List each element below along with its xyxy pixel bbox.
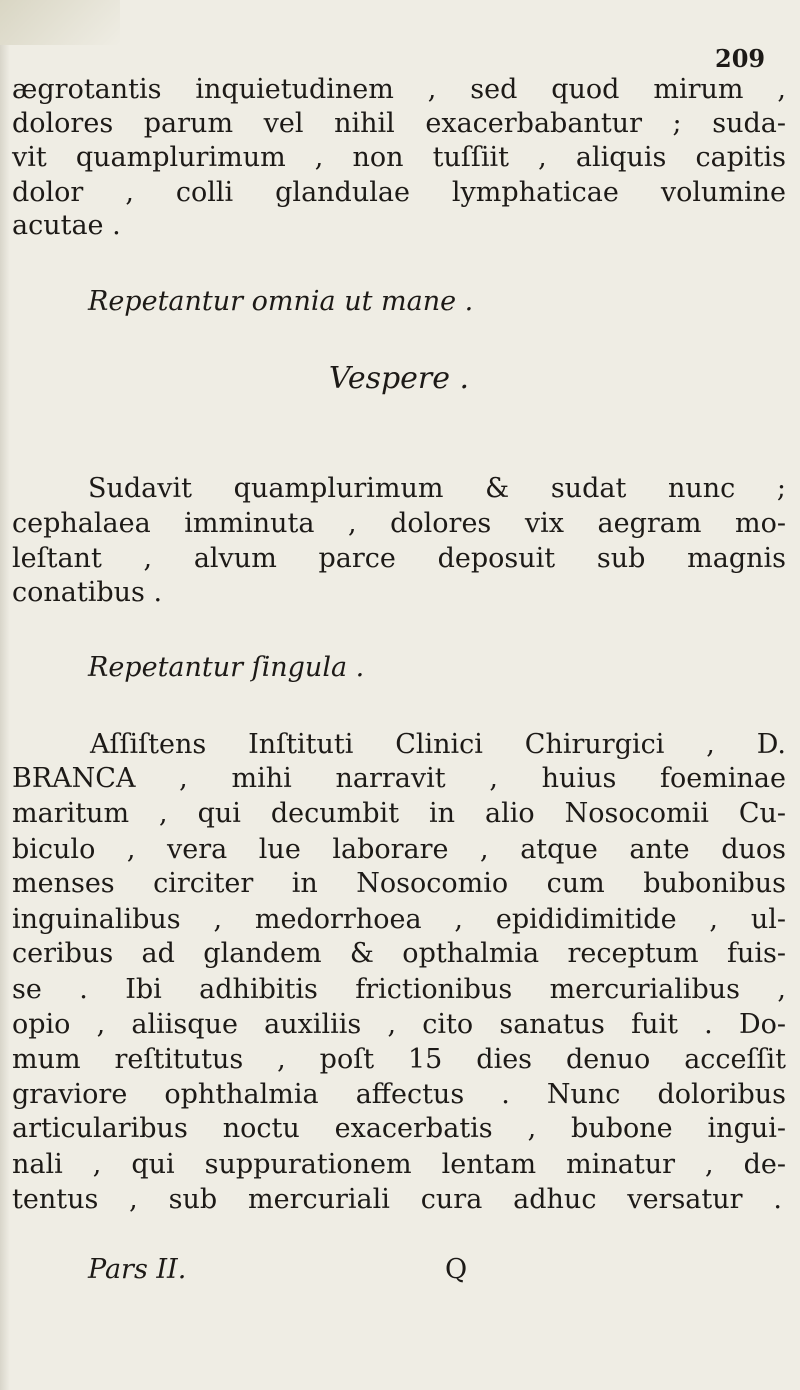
text-line: vit quamplurimum , non tuſſiit , aliquis capitis <box>12 142 786 173</box>
text-line: conatibus . <box>12 577 163 608</box>
section-heading: Vespere . <box>328 361 470 396</box>
text-line: cephalaea imminuta , dolores vix aegram mo- <box>12 508 786 539</box>
prescription-line: Repetantur omnia ut mane . <box>88 286 474 317</box>
signature-mark: Pars II. <box>88 1254 187 1285</box>
text-line: dolor , colli glandulae lymphaticae volumine <box>12 177 786 208</box>
text-line: Sudavit quamplurimum & sudat nunc ; <box>88 473 786 504</box>
page-number: 209 <box>715 44 766 73</box>
text-line: acutae . <box>12 210 121 241</box>
page-edge <box>0 0 10 1390</box>
text-line: ægrotantis inquietudinem , sed quod mirum , <box>12 74 786 105</box>
text-line: menses circiter in Nosocomio cum bubonibus <box>12 868 786 899</box>
text-line: dolores parum vel nihil exacerbabantur ; suda- <box>12 108 786 139</box>
text-line: Aſſiſtens Inſtituti Clinici Chirurgici , D. <box>90 729 786 760</box>
text-line: tentus , sub mercuriali cura adhuc versatur . <box>12 1184 782 1215</box>
text-line: opio , aliisque auxiliis , cito sanatus fuit . Do- <box>12 1009 786 1040</box>
text-line: leſtant , alvum parce deposuit sub magnis <box>12 543 786 574</box>
text-line: se . Ibi adhibitis frictionibus mercurialibus , <box>12 974 786 1005</box>
text-line: BRANCA , mihi narravit , huius foeminae <box>12 763 786 794</box>
text-line: inguinalibus , medorrhoea , epididimitide , ul- <box>12 904 786 935</box>
text-line: graviore ophthalmia affectus . Nunc doloribus <box>12 1079 786 1110</box>
prescription-line: Repetantur ſingula . <box>88 652 365 683</box>
text-line: articularibus noctu exacerbatis , bubone ingui- <box>12 1113 786 1144</box>
text-line: maritum , qui decumbit in alio Nosocomii Cu- <box>12 798 786 829</box>
text-line: nali , qui suppurationem lentam minatur , de- <box>12 1149 786 1180</box>
page-corner-stain <box>0 0 120 45</box>
gathering-mark: Q <box>445 1254 468 1285</box>
text-line: mum reſtitutus , poſt 15 dies denuo acceſſit <box>12 1044 786 1075</box>
text-line: ceribus ad glandem & opthalmia receptum fuis- <box>12 938 786 969</box>
text-line: biculo , vera lue laborare , atque ante duos <box>12 834 786 865</box>
